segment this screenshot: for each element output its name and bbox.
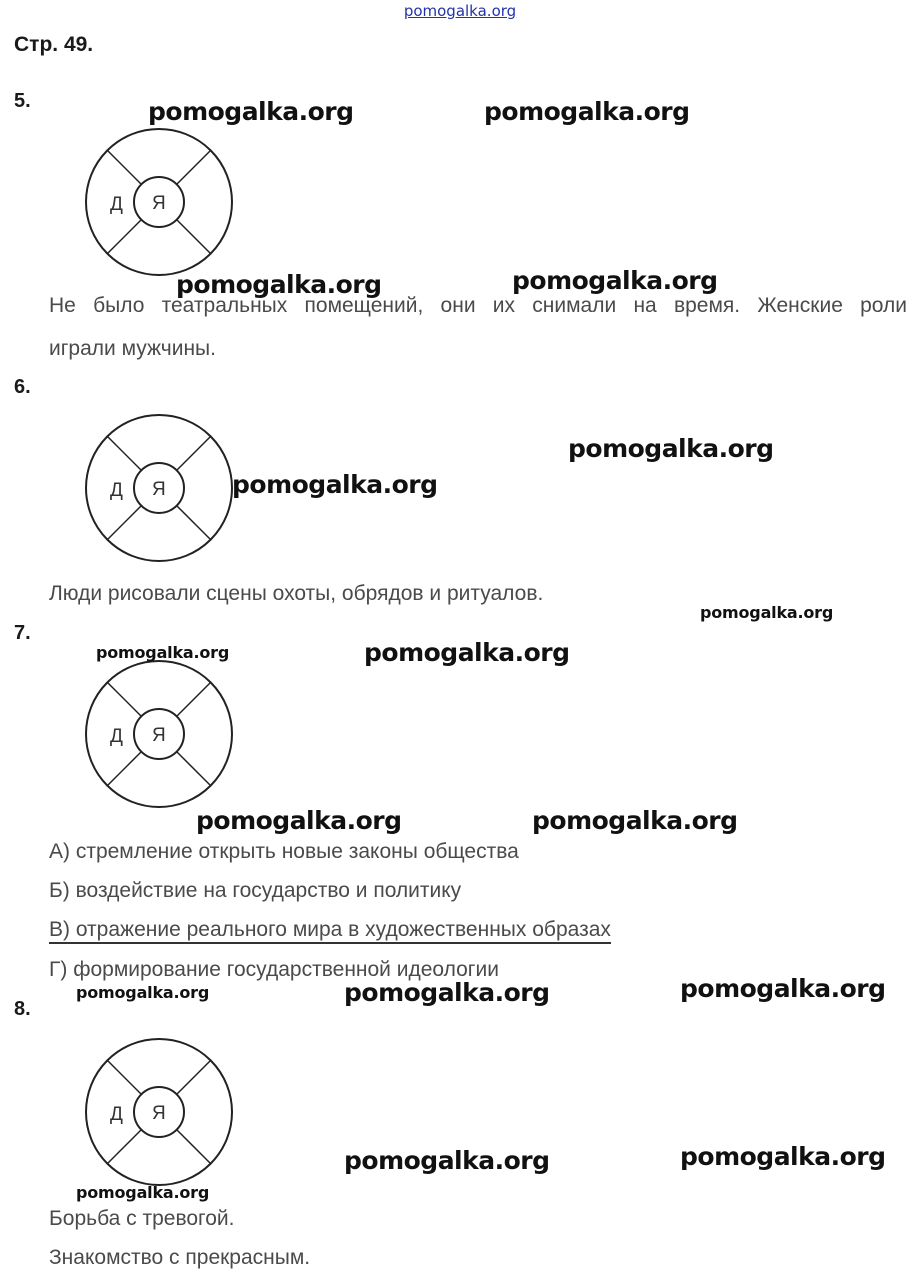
option-b: Б) воздействие на государство и политику <box>49 879 462 902</box>
task-number-5: 5. <box>14 90 31 112</box>
watermark: pomogalka.org <box>484 97 690 126</box>
diagram-label-inner: Я <box>152 1103 166 1124</box>
watermark: pomogalka.org <box>680 1142 886 1171</box>
diagram-label-inner: Я <box>152 479 166 500</box>
watermark: pomogalka.org <box>512 266 718 295</box>
task-number-8: 8. <box>14 998 31 1020</box>
watermark: pomogalka.org <box>700 603 834 622</box>
task-8-line-1: Борьба с тревогой. <box>49 1207 235 1230</box>
diagram-label-outer: Д <box>110 194 123 215</box>
option-d: Г) формирование государственной идеологии <box>49 958 499 981</box>
task-number-7: 7. <box>14 622 31 644</box>
task-6-line-1: Люди рисовали сцены охоты, обрядов и ритуалов. <box>49 582 544 605</box>
diagram-label-inner: Я <box>152 193 166 214</box>
watermark: pomogalka.org <box>344 1146 550 1175</box>
watermark: pomogalka.org <box>680 974 886 1003</box>
diagram-label-outer: Д <box>110 480 123 501</box>
circle-diagram-8 <box>84 1037 234 1187</box>
watermark: pomogalka.org <box>568 434 774 463</box>
diagram-label-inner: Я <box>152 725 166 746</box>
watermark: pomogalka.org <box>176 270 382 299</box>
page-reference: Стр. 49. <box>14 33 94 56</box>
watermark: pomogalka.org <box>364 638 570 667</box>
watermark: pomogalka.org <box>76 1183 210 1202</box>
task-8-line-2: Знакомство с прекрасным. <box>49 1246 311 1269</box>
watermark: pomogalka.org <box>76 983 210 1002</box>
watermark: pomogalka.org <box>148 97 354 126</box>
watermark: pomogalka.org <box>196 806 402 835</box>
task-number-6: 6. <box>14 376 31 398</box>
task-5-line-2: играли мужчины. <box>49 337 216 360</box>
task-5-line-1: Не было театральных помещений, они их снимали на время. Женские роли <box>49 294 907 317</box>
diagram-label-outer: Д <box>110 726 123 747</box>
watermark: pomogalka.org <box>232 470 438 499</box>
watermark: pomogalka.org <box>344 978 550 1007</box>
circle-diagram-5 <box>84 127 234 277</box>
circle-diagram-6 <box>84 413 234 563</box>
watermark: pomogalka.org <box>96 643 230 662</box>
site-link[interactable]: pomogalka.org <box>403 2 517 20</box>
option-a: А) стремление открыть новые законы общества <box>49 840 519 863</box>
watermark: pomogalka.org <box>532 806 738 835</box>
diagram-label-outer: Д <box>110 1104 123 1125</box>
circle-diagram-7 <box>84 659 234 809</box>
option-c-selected: В) отражение реального мира в художественных образах <box>49 918 611 944</box>
